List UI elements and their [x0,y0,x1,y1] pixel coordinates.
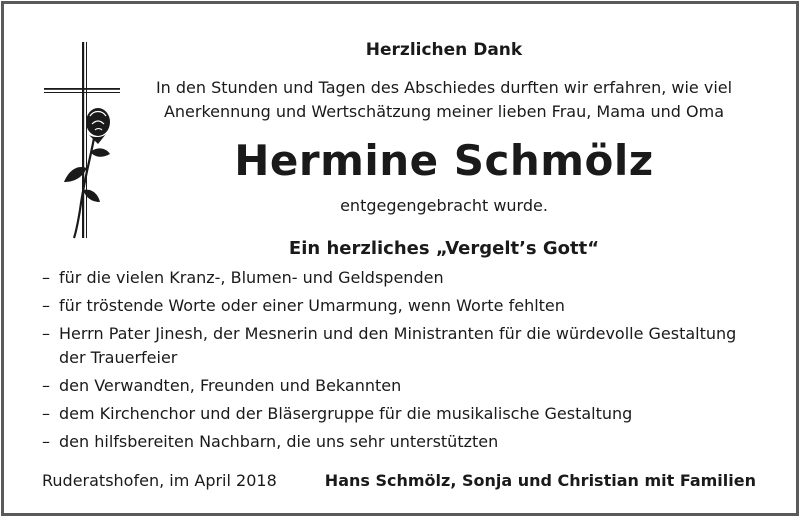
list-item-text: den hilfsbereiten Nachbarn, die uns sehr unterstützten [59,432,499,451]
list-item [42,430,762,454]
list-item-text: für die vielen Kranz-, Blumen- und Geldspenden [59,268,444,287]
family-signature: Hans Schmölz, Sonja und Christian mit Familien [324,471,756,490]
list-item [42,322,762,370]
dash-bullet: – [42,268,50,287]
list-item [42,266,762,290]
list-item-text: den Verwandten, Freunden und Bekannten [59,376,402,395]
dash-bullet: – [42,432,50,451]
dash-bullet: – [42,324,50,343]
list-item [42,402,762,426]
list-item-text: Herrn Pater Jinesh, der Mesnerin und den Ministranten für die würdevolle Gestaltung der Trauerfeier [59,324,737,367]
intro-line: In den Stunden und Tagen des Abschiedes durften wir erfahren, wie viel [155,78,733,97]
intro-text [134,76,754,124]
dash-bullet: – [42,296,50,315]
intro-line: Anerkennung und Wertschätzung meiner lieben Frau, Mama und Oma [163,102,725,121]
thanks-heading: Herzlichen Dank [365,40,523,60]
cross-with-rose-icon [40,40,130,240]
received-text: entgegengebracht wurde. [340,196,548,215]
dash-bullet: – [42,376,50,395]
place-and-date: Ruderatshofen, im April 2018 [42,471,277,490]
list-item-text: dem Kirchenchor und der Bläsergruppe für die musikalische Gestaltung [59,404,633,423]
obituary-card [1,1,799,516]
dash-bullet: – [42,404,50,423]
list-item [42,374,762,398]
gratitude-subheading: Ein herzliches „Vergelt’s Gott“ [288,238,600,259]
thanks-list [42,266,762,458]
list-item [42,294,762,318]
list-item-text: für tröstende Worte oder einer Umarmung, wenn Worte fehlten [59,296,565,315]
deceased-name: Hermine Schmölz [234,136,654,185]
